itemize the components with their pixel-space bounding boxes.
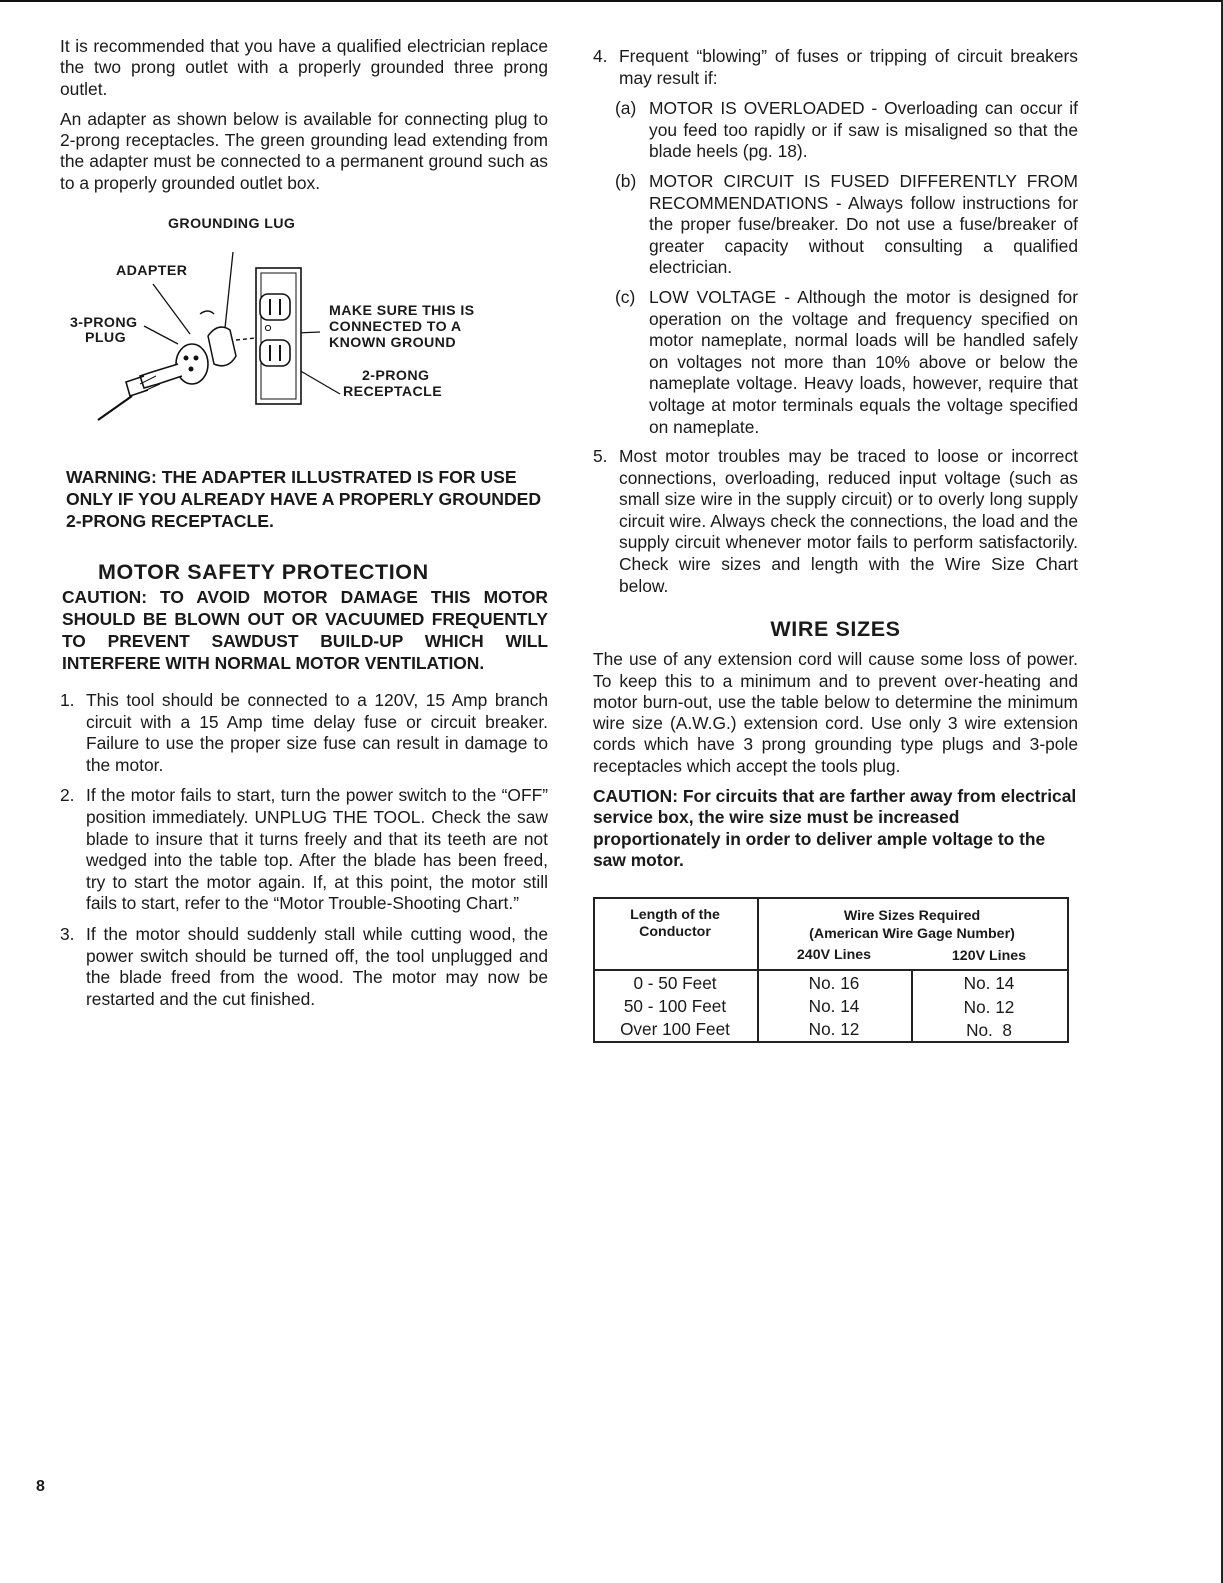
right-column [593,46,1078,1043]
section-title-wire-sizes: WIRE SIZES [770,617,901,642]
list-item-number: 4. [593,46,608,66]
list-item-text: If the motor fails to start, turn the power switch to the “OFF” position immediately. UNPLUG THE TOOL. Check the saw blade to insure that it turns freely and that its teeth are not wedged into the table top. After the blade has been freed, try to start the motor again. If, at this point, the motor still fails to start, refer to the “Motor Trouble-Shooting Chart.” [86,785,548,914]
table-cell-240v: No. 14 [808,996,860,1017]
adapter-label: ADAPTER [116,263,188,280]
list-item [60,924,548,1010]
header-240v: 240V Lines [796,947,872,964]
table-cell-length: Over 100 Feet [620,1019,730,1040]
table-rule [593,969,1069,971]
motor-caution: CAUTION: TO AVOID MOTOR DAMAGE THIS MOTOR SHOULD BE BLOWN OUT OR VACUUMED FREQUENTLY TO PREVENT SAWDUST BUILD-UP WHICH WILL INTERFERE WITH NORMAL MOTOR VENTILATION. [62,587,548,674]
ground-note-line1: MAKE SURE THIS IS [329,303,475,320]
plug-label-line1: 3-PRONG [70,315,138,332]
wire-caution: CAUTION: For circuits that are farther away from electrical service box, the wire size must be increased proportionately in order to deliver ample voltage to the saw motor. [593,786,1077,870]
list-item-number: 3. [60,924,75,945]
list-item-number: 5. [593,446,608,467]
sub-item-label: (b) [615,170,637,191]
header-length-line2: Conductor [639,924,711,941]
plug-label-line2: PLUG [85,330,127,347]
table-cell-240v: No. 16 [808,973,860,994]
sub-list-item [615,171,1078,279]
intro-paragraph: It is recommended that you have a qualified electrician replace the two prong outlet with a properly grounded three prong outlet. [60,36,548,99]
table-cell-length: 50 - 100 Feet [623,996,727,1017]
table-cell-120v: No. 12 [963,997,1015,1018]
adapter-warning: WARNING: THE ADAPTER ILLUSTRATED IS FOR USE ONLY IF YOU ALREADY HAVE A PROPERLY GROUNDED 2-PRONG RECEPTACLE. [66,467,542,532]
table-rule [593,1041,1069,1043]
sub-item-label: (a) [615,98,637,119]
list-item [60,690,548,776]
table-cell-120v: No. 8 [966,1020,1012,1041]
sub-list-item [615,98,1078,163]
sub-item-text: MOTOR CIRCUIT IS FUSED DIFFERENTLY FROM RECOMMENDATIONS - Always follow instructions for the proper fuse/breaker. Do not use a fuse/breaker of greater capacity without consulting a qualified electrician. [649,170,1078,278]
list-item [593,46,1078,89]
adapter-drawing [60,216,548,456]
header-wire-line2: (American Wire Gage Number) [809,926,1015,943]
ground-note-line3: KNOWN GROUND [329,335,456,352]
grounding-lug-label: GROUNDING LUG [168,216,296,233]
wire-size-table [593,897,1069,1043]
page-number: 8 [36,1478,45,1495]
page-top-rule [0,0,1223,2]
receptacle-label-line2: RECEPTACLE [343,384,443,401]
sub-item-text: MOTOR IS OVERLOADED - Overloading can occur if you feed too rapidly or if saw is misaligned so that the blade heels (pg. 18). [649,98,1078,162]
table-cell-240v: No. 12 [808,1019,860,1040]
list-item-text: This tool should be connected to a 120V, 15 Amp branch circuit with a 15 Amp time delay fuse or circuit breaker. Failure to use the proper size fuse can result in damage to the motor. [86,690,548,775]
table-cell-120v: No. 14 [963,973,1015,994]
list-item-number: 1. [60,690,75,711]
list-item-text: Most motor troubles may be traced to loose or incorrect connections, overloading, reduced input voltage (such as small size wire in the supply circuit) or to overly long supply circuit wire. Always check the connections, the load and the supply circuit whenever motor fails to perform satisfactorily. Check wire sizes and length with the Wire Size Chart below. [619,446,1078,596]
adapter-illustration [60,216,548,456]
list-item-number: 2. [60,785,75,806]
wire-sizes-paragraph: The use of any extension cord will cause some loss of power. To keep this to a minimum and to prevent over-heating and motor burn-out, use the table below to determine the minimum wire size (A.W.G.) extension cord. Use only 3 wire extension cords which have 3 prong grounding type plugs and 3-pole receptacles which accept the tools plug. [593,649,1078,776]
ground-note-line2: CONNECTED TO A [329,319,462,336]
header-wire-line1: Wire Sizes Required [843,908,981,925]
sub-item-text: LOW VOLTAGE - Although the motor is designed for operation on the voltage and frequency specified on motor nameplate, normal loads will be handled safely on voltages not more than 10% above or below the nameplate voltage. Heavy loads, however, require that voltage at motor terminals equals the voltage specified on nameplate. [649,286,1078,437]
sub-list-item [615,287,1078,438]
section-title-motor-safety: MOTOR SAFETY PROTECTION [98,560,429,585]
table-rule [593,897,1069,899]
header-120v: 120V Lines [951,948,1027,965]
header-length-line1: Length of the [630,907,720,924]
list-item-text: If the motor should suddenly stall while cutting wood, the power switch should be turned off, the tool unplugged and the blade freed from the wood. The motor may now be restarted and the cut finished. [86,924,548,1009]
adapter-paragraph: An adapter as shown below is available for connecting plug to 2-prong receptacles. The green grounding lead extending from the adapter must be connected to a permanent ground such as to a properly grounded outlet box. [60,108,548,193]
list-item-text: Frequent “blowing” of fuses or tripping of circuit breakers may result if: [619,46,1078,88]
list-item [593,446,1078,597]
table-cell-length: 0 - 50 Feet [633,973,717,994]
receptacle-label-line1: 2-PRONG [362,368,430,385]
sub-item-label: (c) [615,286,636,307]
list-item [60,785,548,915]
left-column [60,36,548,1019]
